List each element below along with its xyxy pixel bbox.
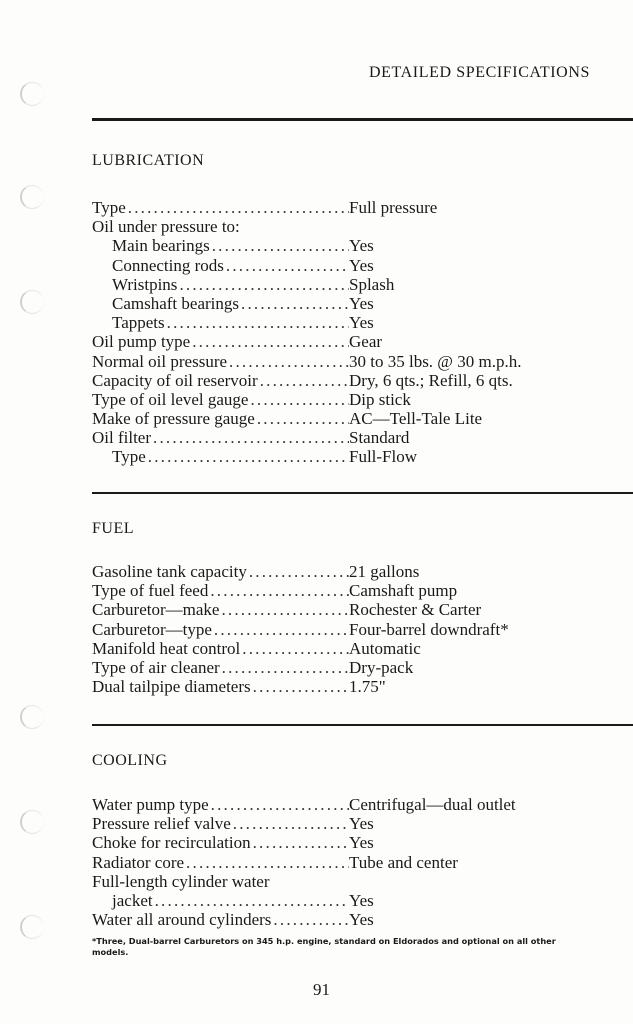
spec-row [92,352,612,371]
spec-value: Rochester & Carter [349,600,482,620]
spec-row [92,833,612,852]
dot-leader [208,581,349,600]
spec-row [92,562,612,581]
spec-value: Yes [349,814,374,834]
spec-value: Centrifugal—dual outlet [349,795,516,814]
spec-label: Type [112,447,146,467]
dot-leader [219,600,349,619]
spec-label-cell [92,217,349,236]
spec-value: Yes [349,313,374,333]
dot-leader [227,352,349,371]
spec-row [92,428,612,447]
spec-value: Full-Flow [349,447,418,467]
footnote: *Three, Dual-barrel Carburetors on 345 h.p. engine, standard on Eldorados and optional on all other models. [92,936,556,957]
spec-label-cell [92,600,349,619]
spec-value: Yes [349,293,374,313]
spec-value: Yes [349,910,374,930]
spec-row [92,236,612,255]
spec-label-cell [92,447,349,466]
dot-leader [248,390,349,409]
dot-leader [212,620,349,639]
spec-row [92,390,612,409]
binder-hole [20,705,44,729]
spec-label: Type of oil level gauge [92,389,249,409]
spec-label: Capacity of oil reservoir [92,370,258,390]
binder-hole [20,185,44,209]
cooling-specs [92,795,612,929]
dot-leader [220,658,349,677]
dot-leader [231,814,349,833]
spec-row [92,600,612,619]
spec-row [92,814,612,833]
dot-leader [190,332,349,351]
spec-label-cell [92,910,349,929]
spec-value: Full pressure [349,198,438,217]
dot-leader [224,256,349,275]
spec-row [92,313,612,332]
dot-leader [165,313,349,332]
dot-leader [271,910,349,929]
spec-value: Yes [349,255,374,275]
spec-row [92,294,612,313]
spec-label: Water pump type [92,795,209,814]
spec-label-cell [92,428,349,447]
fuel-specs [92,562,612,696]
spec-row [92,581,612,600]
spec-label-cell [92,332,349,351]
section-title-cooling: COOLING [92,752,168,769]
spec-label-cell [92,872,349,891]
dot-leader [184,853,349,872]
spec-label-cell [92,371,349,390]
section-title-lubrication: LUBRICATION [92,152,205,169]
spec-label-cell [92,352,349,371]
dot-leader [251,833,349,852]
spec-row [92,371,612,390]
dot-leader [239,294,349,313]
spec-label-cell [92,581,349,600]
spec-label-cell [92,677,349,696]
spec-label: Type [92,198,126,217]
spec-label: Oil filter [92,428,152,448]
spec-row [92,256,612,275]
spec-label: Make of pressure gauge [92,409,255,429]
section-title-fuel: FUEL [92,520,134,537]
spec-label: Carburetor—type [92,619,212,639]
dot-leader [210,236,349,255]
spec-label-cell [92,409,349,428]
spec-row [92,217,612,236]
dot-leader [251,677,349,696]
binder-hole [20,82,44,106]
dot-leader [240,639,349,658]
spec-label: Pressure relief valve [92,814,231,834]
spec-label: Main bearings [112,236,210,256]
page-number: 91 [313,980,330,999]
running-header: DETAILED SPECIFICATIONS [369,64,590,81]
spec-label: Manifold heat control [92,638,241,658]
spec-label-cell [92,198,349,217]
spec-value: AC—Tell-Tale Lite [349,409,483,429]
spec-row [92,853,612,872]
spec-label-cell [92,562,349,581]
spec-row [92,198,612,217]
spec-value: Gear [349,332,383,352]
divider [92,724,633,726]
spec-row [92,872,612,891]
spec-value: Standard [349,428,410,448]
spec-label: jacket [112,890,153,910]
dot-leader [247,562,349,581]
dot-leader [153,891,349,910]
divider [92,118,633,121]
spec-value: Yes [349,236,374,256]
spec-label-cell [92,313,349,332]
spec-label: Oil pump type [92,332,191,352]
spec-label: Oil under pressure to: [92,217,240,237]
spec-value: Tube and center [349,852,458,872]
spec-label-cell [92,795,349,814]
binder-hole [20,915,44,939]
spec-label-cell [92,658,349,677]
spec-label: Camshaft bearings [112,293,239,313]
spec-value: Camshaft pump [349,581,458,601]
spec-label: Normal oil pressure [92,351,228,371]
lubrication-specs [92,198,612,467]
spec-label: Choke for recirculation [92,833,251,853]
dot-leader [255,409,349,428]
spec-row [92,447,612,466]
spec-label-cell [92,639,349,658]
spec-label-cell [92,275,349,294]
spec-label: Carburetor—make [92,600,220,620]
spec-row [92,658,612,677]
spec-row [92,677,612,696]
spec-value: 30 to 35 lbs. @ 30 m.p.h. [349,351,522,371]
spec-value: Four-barrel downdraft* [349,619,509,639]
spec-row [92,409,612,428]
spec-label-cell [92,294,349,313]
spec-row [92,795,612,814]
dot-leader [209,795,349,814]
spec-label-cell [92,814,349,833]
spec-label: Tappets [112,313,165,333]
dot-leader [177,275,349,294]
spec-label-cell [92,256,349,275]
spec-value: 1.75" [349,677,386,697]
spec-value: Splash [349,274,395,294]
spec-value: 21 gallons [349,562,420,581]
spec-label: Dual tailpipe diameters [92,677,251,697]
dot-leader [151,428,349,447]
spec-value: Dry-pack [349,657,414,677]
spec-label: Full-length cylinder water [92,871,270,891]
spec-label: Gasoline tank capacity [92,562,247,581]
spec-label: Radiator core [92,852,185,872]
spec-label: Type of air cleaner [92,657,220,677]
dot-leader [258,371,349,390]
spec-row [92,332,612,351]
spec-label-cell [92,620,349,639]
spec-label: Type of fuel feed [92,581,209,601]
binder-hole [20,810,44,834]
spec-label-cell [92,891,349,910]
binder-hole [20,290,44,314]
spec-label-cell [92,236,349,255]
spec-row [92,910,612,929]
spec-value: Dry, 6 qts.; Refill, 6 qts. [349,370,513,390]
spec-row [92,275,612,294]
spec-value: Dip stick [349,389,411,409]
spec-value: Automatic [349,638,421,658]
spec-label: Connecting rods [112,255,224,275]
spec-value: Yes [349,833,374,853]
spec-label-cell [92,390,349,409]
spec-row [92,620,612,639]
spec-label-cell [92,853,349,872]
spec-label: Water all around cylinders [92,910,272,930]
divider [92,492,633,494]
dot-leader [146,447,349,466]
dot-leader [126,198,349,217]
spec-label: Wristpins [112,274,178,294]
spec-value: Yes [349,890,374,910]
spec-row [92,639,612,658]
spec-row [92,891,612,910]
spec-label-cell [92,833,349,852]
